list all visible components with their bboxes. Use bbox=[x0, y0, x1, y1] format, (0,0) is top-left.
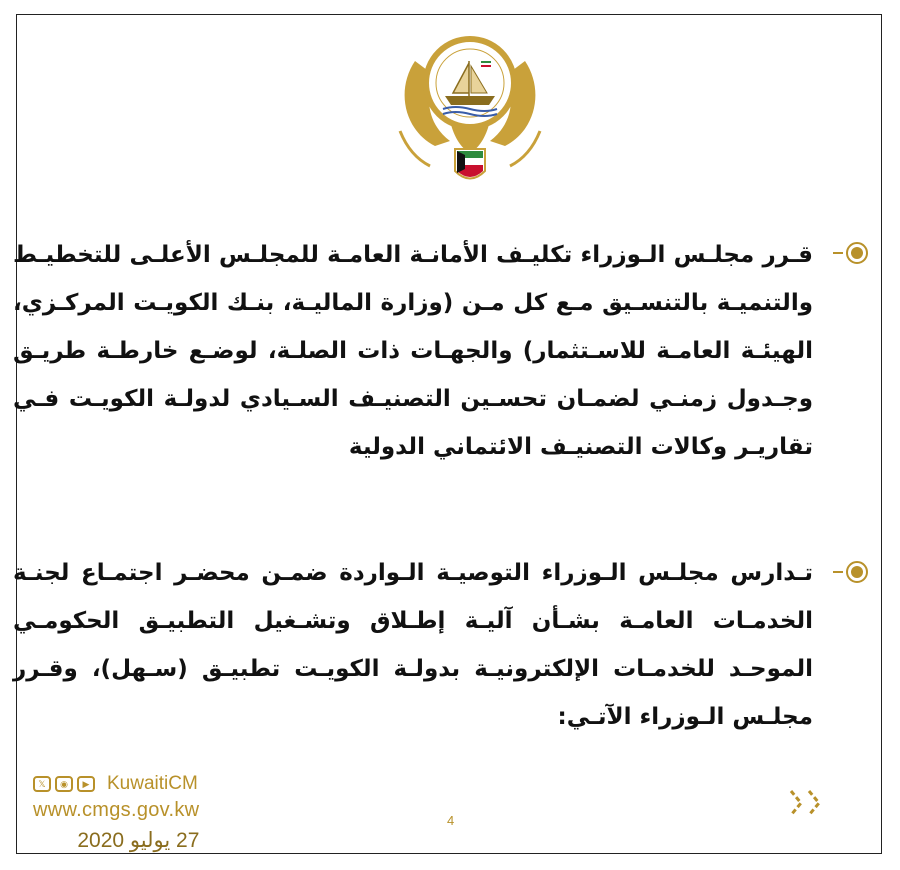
footer-contact bbox=[33, 773, 199, 853]
social-links bbox=[33, 773, 199, 795]
bullet-icon bbox=[831, 241, 871, 265]
website-link[interactable]: www.cmgs.gov.kw bbox=[33, 799, 200, 821]
page-number: 4 bbox=[447, 813, 455, 828]
paragraph-sahel-app: تـدارس مجلـس الـوزراء التوصيـة الـواردة ضمـن محضـر اجتمـاع لجنـة الخدمـات العامـة بشـأن آليـة إطـلاق وتشـغيل التطبيـق الحكومـي الموحـد للخدمـات الإلكترونيـة بدولـة الكويـت تطبيـق (سـهل)، وقـرر مجلـس الـوزراء الآتـي: bbox=[13, 560, 813, 730]
double-chevron-icon[interactable] bbox=[787, 785, 831, 821]
publication-date: 27 يوليو 2020 bbox=[77, 829, 200, 852]
social-handle[interactable]: KuwaitiCM bbox=[107, 773, 198, 794]
instagram-icon[interactable]: ◉ bbox=[55, 776, 73, 792]
youtube-icon[interactable]: ▶ bbox=[77, 776, 95, 792]
twitter-icon[interactable]: 𝕏 bbox=[33, 776, 51, 792]
bullet-icon bbox=[831, 560, 871, 584]
paragraph-cabinet-decision-rating: قـرر مجلـس الـوزراء تكليـف الأمانـة العامـة للمجلـس الأعلـى للتخطيـط والتنميـة بالتنسـيق مـع كل مـن (وزارة الماليـة، بنـك الكويـت المركـزي، الهيئـة العامـة للاسـتثمار) والجهـات ذات الصلـة، لوضـع خارطـة طريـق وجـدول زمنـي لضمـان تحسـين التصنيـف السـيادي لدولـة الكويـت فـي تقاريـر وكالات التصنيـف الائتماني الدولية bbox=[13, 242, 813, 460]
kuwait-emblem-logo bbox=[395, 21, 545, 187]
page-frame bbox=[13, 14, 882, 854]
